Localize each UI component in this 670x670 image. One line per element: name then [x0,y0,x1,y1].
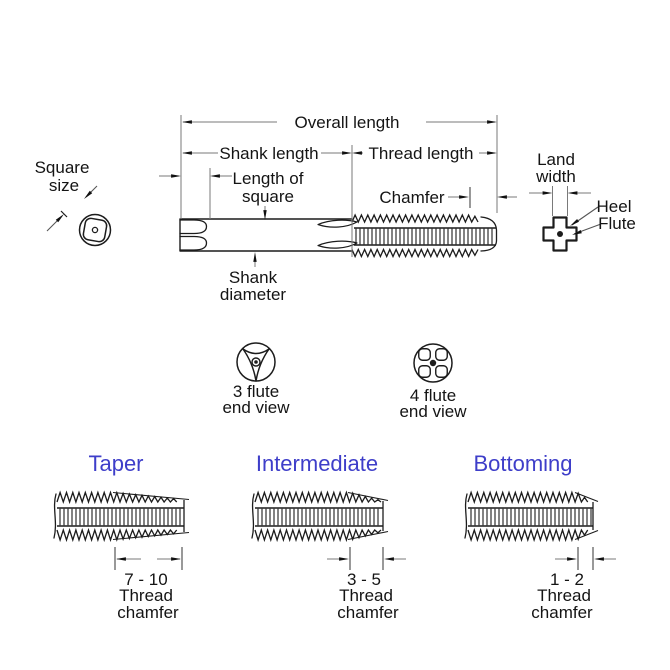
length-of-square-label: Length of [232,169,304,188]
bottoming-heading: Bottoming [473,451,573,476]
three-flute-label: end view [222,398,290,417]
bottoming-tap-drawing [465,493,598,541]
overall-length-label: Overall length [294,113,400,132]
shank-length-label: Shank length [219,144,319,163]
anatomy-section [35,113,636,304]
flute-label: Flute [598,214,636,233]
four-flute-label: end view [399,402,467,421]
square-size-label: Square [34,158,90,177]
heel-label: Heel [596,197,632,216]
shank-diameter-label: Shank [228,268,278,287]
taper-heading: Taper [88,451,144,476]
land-width-label: Land [537,150,575,169]
length-of-square-label: square [242,187,294,206]
shank-diameter-label: diameter [219,285,287,304]
taper-chamfer-label: Thread [119,586,173,605]
intermediate-tap-drawing [252,493,388,541]
bottoming-chamfer-range: 1 - 2 [549,570,585,589]
taper-chamfer-range: 7 - 10 [124,570,168,589]
taper-tap-drawing [54,493,189,541]
land-width-cross-section [529,186,601,251]
three-flute-label: 3 flute [232,382,280,401]
intermediate-chamfer-label: Thread [339,586,393,605]
chamfer-label: Chamfer [379,188,445,207]
land-width-label: width [536,167,576,186]
end-views-section [222,343,467,421]
intermediate-heading: Intermediate [255,451,379,476]
square-size-label: size [48,176,80,195]
tap-body-drawing [180,215,497,257]
four-flute-label: 4 flute [409,386,457,405]
taper-chamfer-label: chamfer [117,603,179,622]
intermediate-chamfer-label: chamfer [337,603,399,622]
intermediate-chamfer-range: 3 - 5 [346,570,382,589]
bottoming-chamfer-label: Thread [537,586,591,605]
four-flute-end-view [414,344,452,382]
thread-length-label: Thread length [368,144,474,163]
thread-chamfer-dimension-lines [115,547,616,570]
tap-types-section [54,451,616,622]
bottoming-chamfer-label: chamfer [531,603,593,622]
three-flute-end-view [237,343,275,381]
